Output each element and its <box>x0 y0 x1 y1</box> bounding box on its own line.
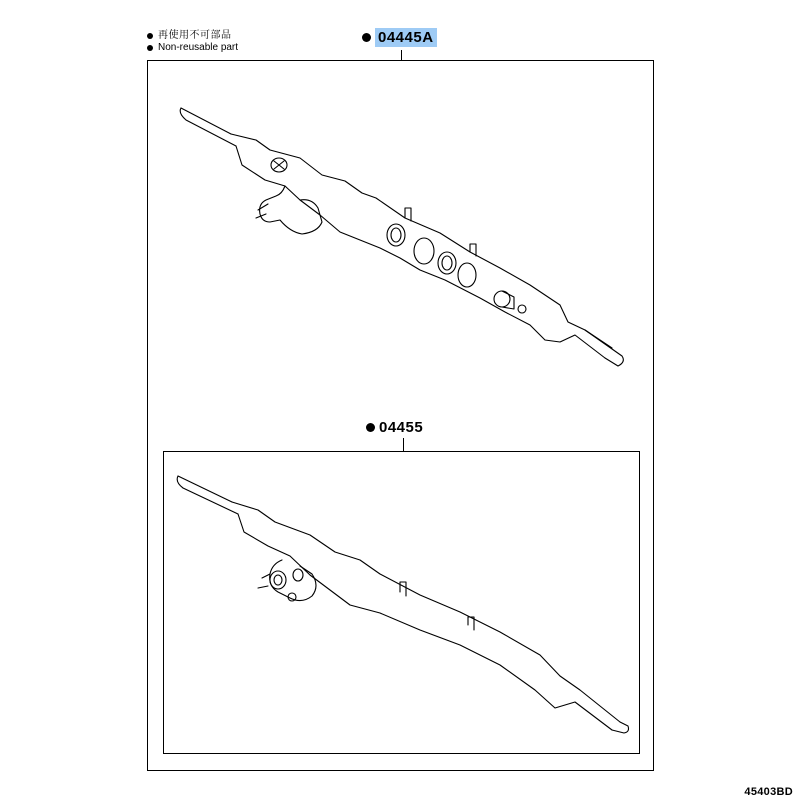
legend-text-en: Non-reusable part <box>158 42 239 53</box>
steering-rack-lower-icon <box>177 476 628 733</box>
steering-rack-upper-icon <box>180 108 623 366</box>
legend-text-jp: 再使用不可部品 <box>158 30 232 41</box>
reference-code: 45403BD <box>744 786 793 798</box>
part-number-upper[interactable]: 04445A <box>375 28 437 47</box>
part-number-lower[interactable]: 04455 <box>379 419 424 436</box>
